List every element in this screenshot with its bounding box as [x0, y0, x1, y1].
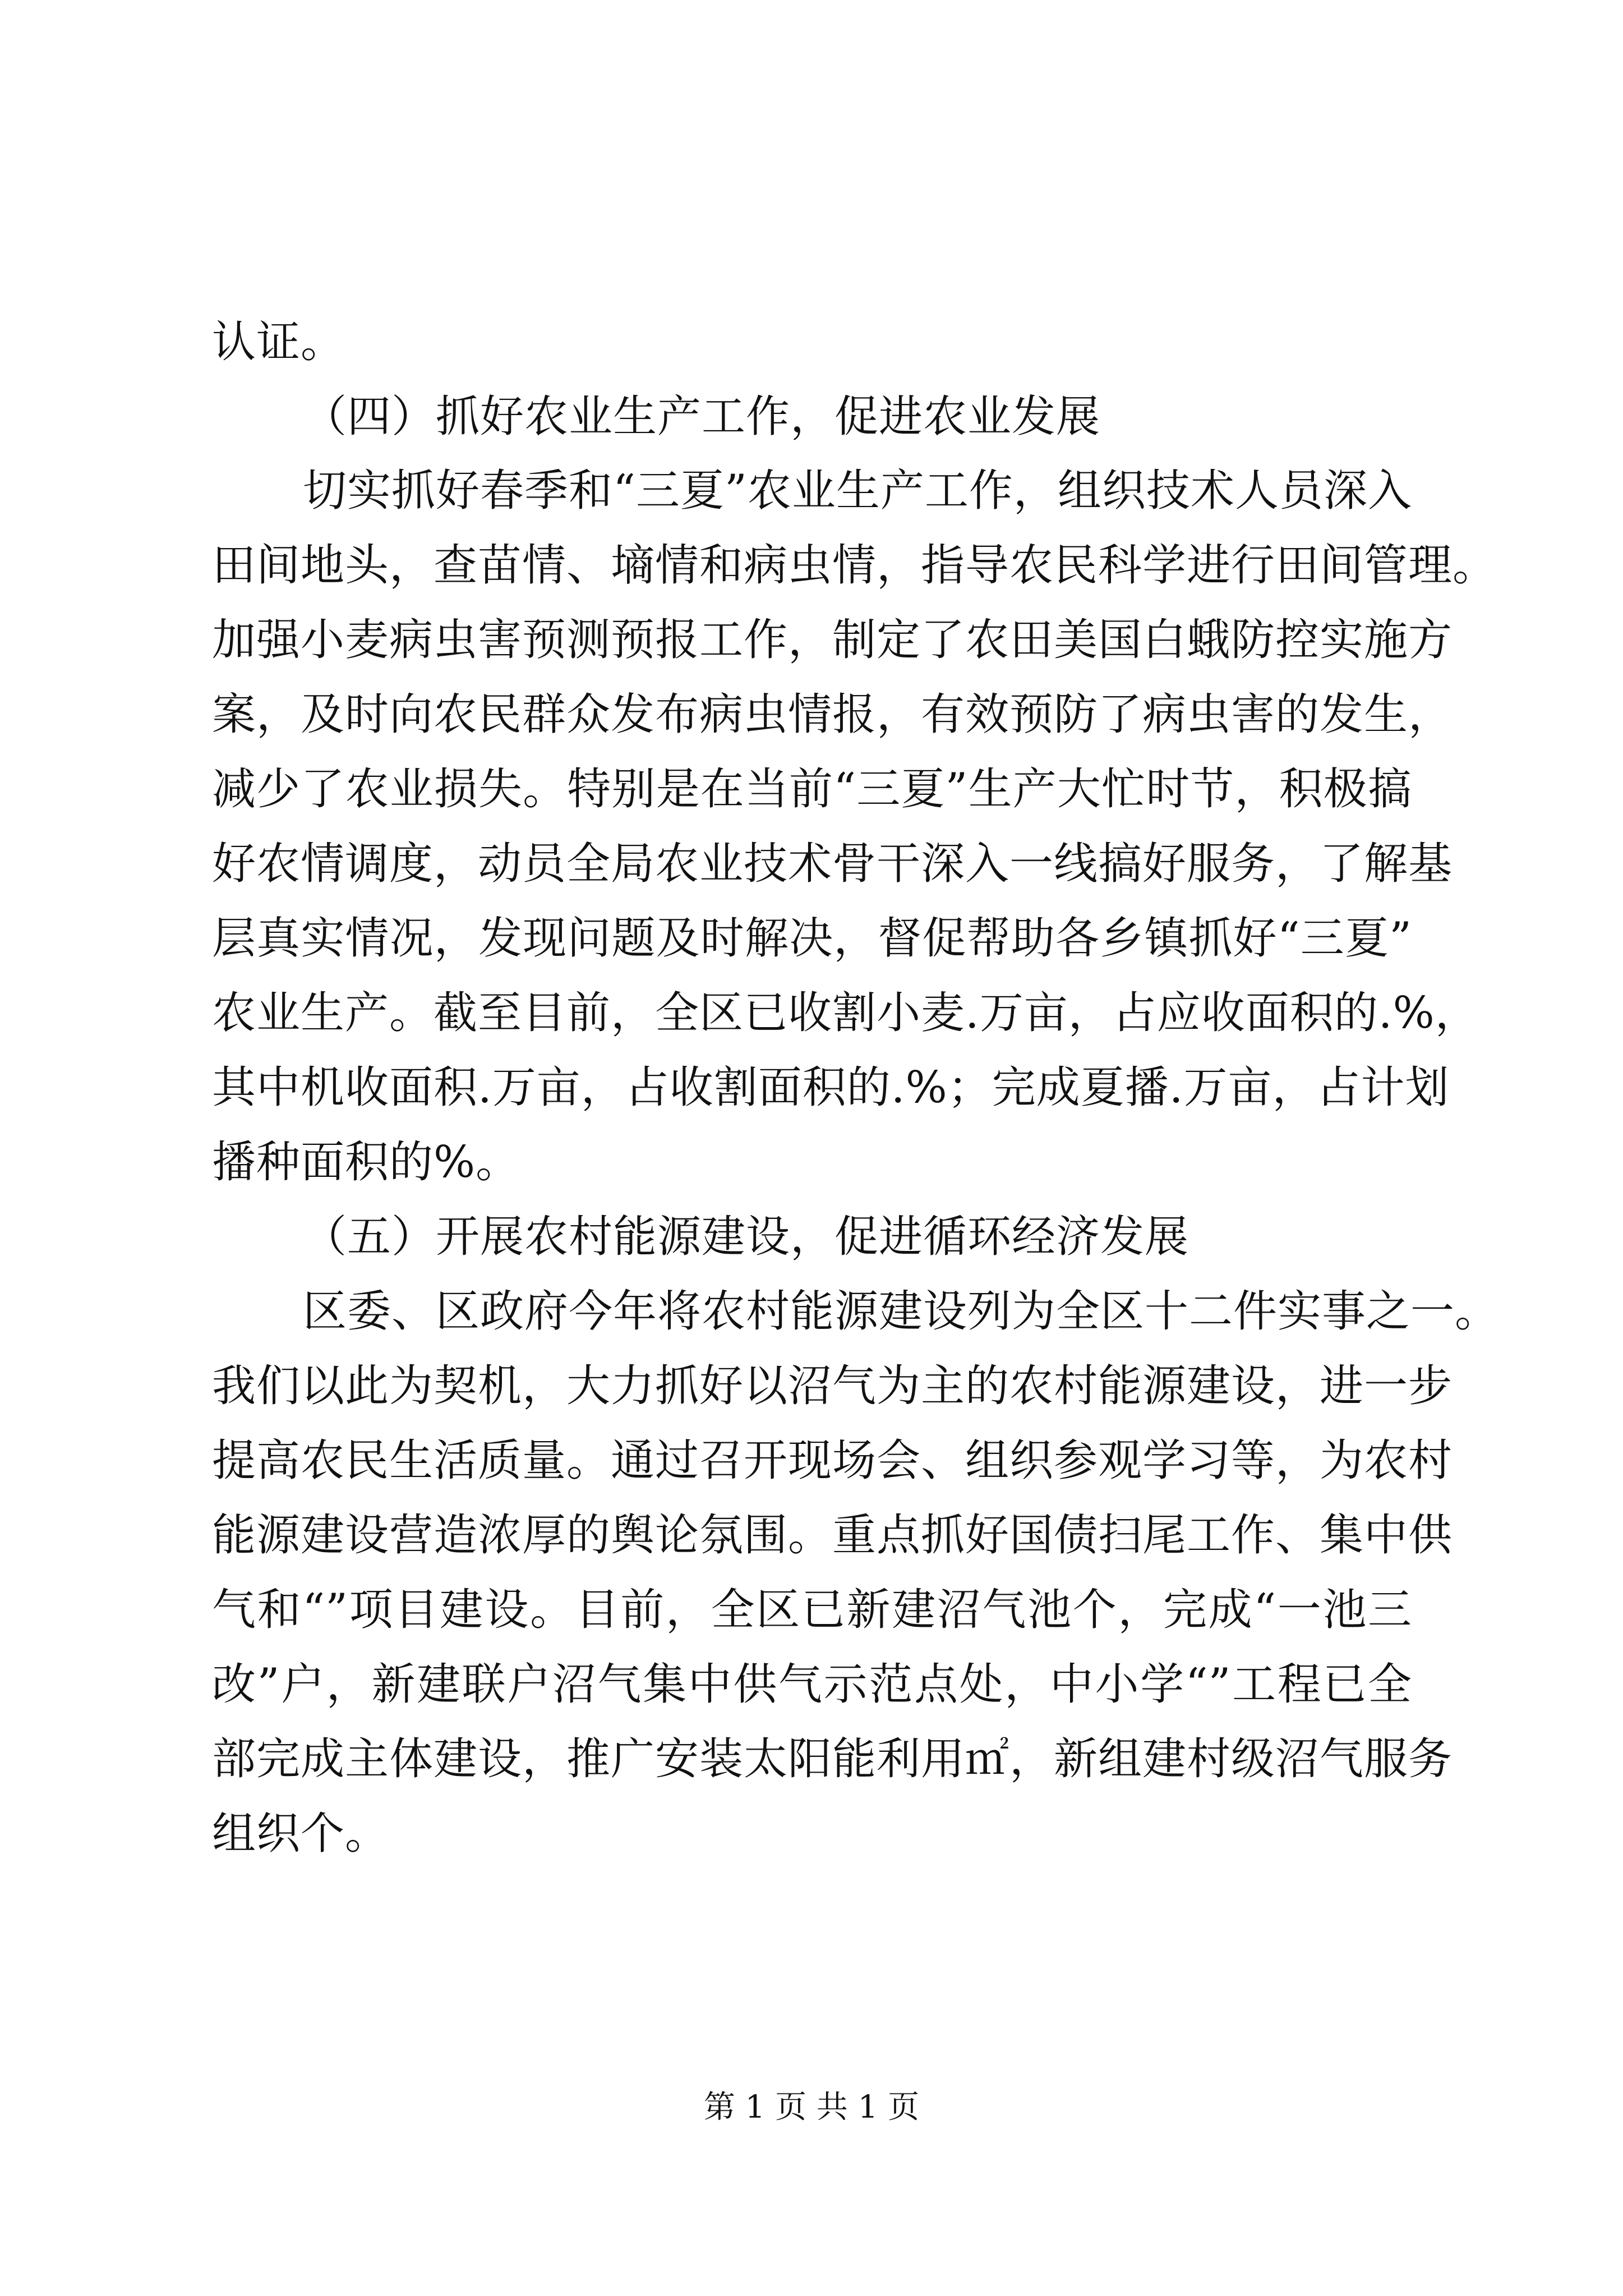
section-heading-five: （五）开展农村能源建设，促进循环经济发展	[303, 1212, 1189, 1262]
paragraph-line: 区委、区政府今年将农村能源建设列为全区十二件实事之一。	[303, 1286, 1500, 1337]
paragraph-line: 案，及时向农民群众发布病虫情报，有效预防了病虫害的发生，	[212, 689, 1453, 740]
paragraph-line: 播种面积的%。	[212, 1137, 520, 1188]
paragraph-line: 气和“”项目建设。目前，全区已新建沼气池个，完成“一池三	[212, 1585, 1412, 1635]
paragraph-line: 组织个。	[212, 1809, 390, 1859]
section-heading-four: （四）抓好农业生产工作，促进农业发展	[303, 392, 1101, 442]
paragraph-line: 部完成主体建设，推广安装太阳能利用㎡，新组建村级沼气服务	[212, 1734, 1453, 1784]
paragraph-line: 切实抓好春季和“三夏”农业生产工作，组织技术人员深入	[303, 466, 1412, 516]
paragraph-line: 提高农民生活质量。通过召开现场会、组织参观学习等，为农村	[212, 1435, 1453, 1486]
paragraph-line: 田间地头，查苗情、墒情和病虫情，指导农民科学进行田间管理。	[212, 540, 1497, 591]
paragraph-line: 农业生产。截至目前，全区已收割小麦.万亩，占应收面积的.%，	[212, 988, 1479, 1038]
page-number-footer: 第 1 页 共 1 页	[703, 2089, 920, 2125]
paragraph-line: 改”户，新建联户沼气集中供气示范点处，中小学“”工程已全	[212, 1659, 1412, 1710]
paragraph-line: 层真实情况，发现问题及时解决，督促帮助各乡镇抓好“三夏”	[212, 913, 1412, 964]
paragraph-line: 减少了农业损失。特别是在当前“三夏”生产大忙时节，积极搞	[212, 764, 1412, 815]
paragraph-line: 能源建设营造浓厚的舆论氛围。重点抓好国债扫尾工作、集中供	[212, 1510, 1453, 1561]
paragraph-line: 我们以此为契机，大力抓好以沼气为主的农村能源建设，进一步	[212, 1361, 1453, 1411]
paragraph-line: 好农情调度，动员全局农业技术骨干深入一线搞好服务，了解基	[212, 839, 1453, 889]
paragraph-line: 其中机收面积.万亩，占收割面积的.%；完成夏播.万亩，占计划	[212, 1062, 1450, 1113]
paragraph-line: 认证。	[212, 317, 345, 367]
paragraph-line: 加强小麦病虫害预测预报工作，制定了农田美国白蛾防控实施方	[212, 615, 1453, 665]
